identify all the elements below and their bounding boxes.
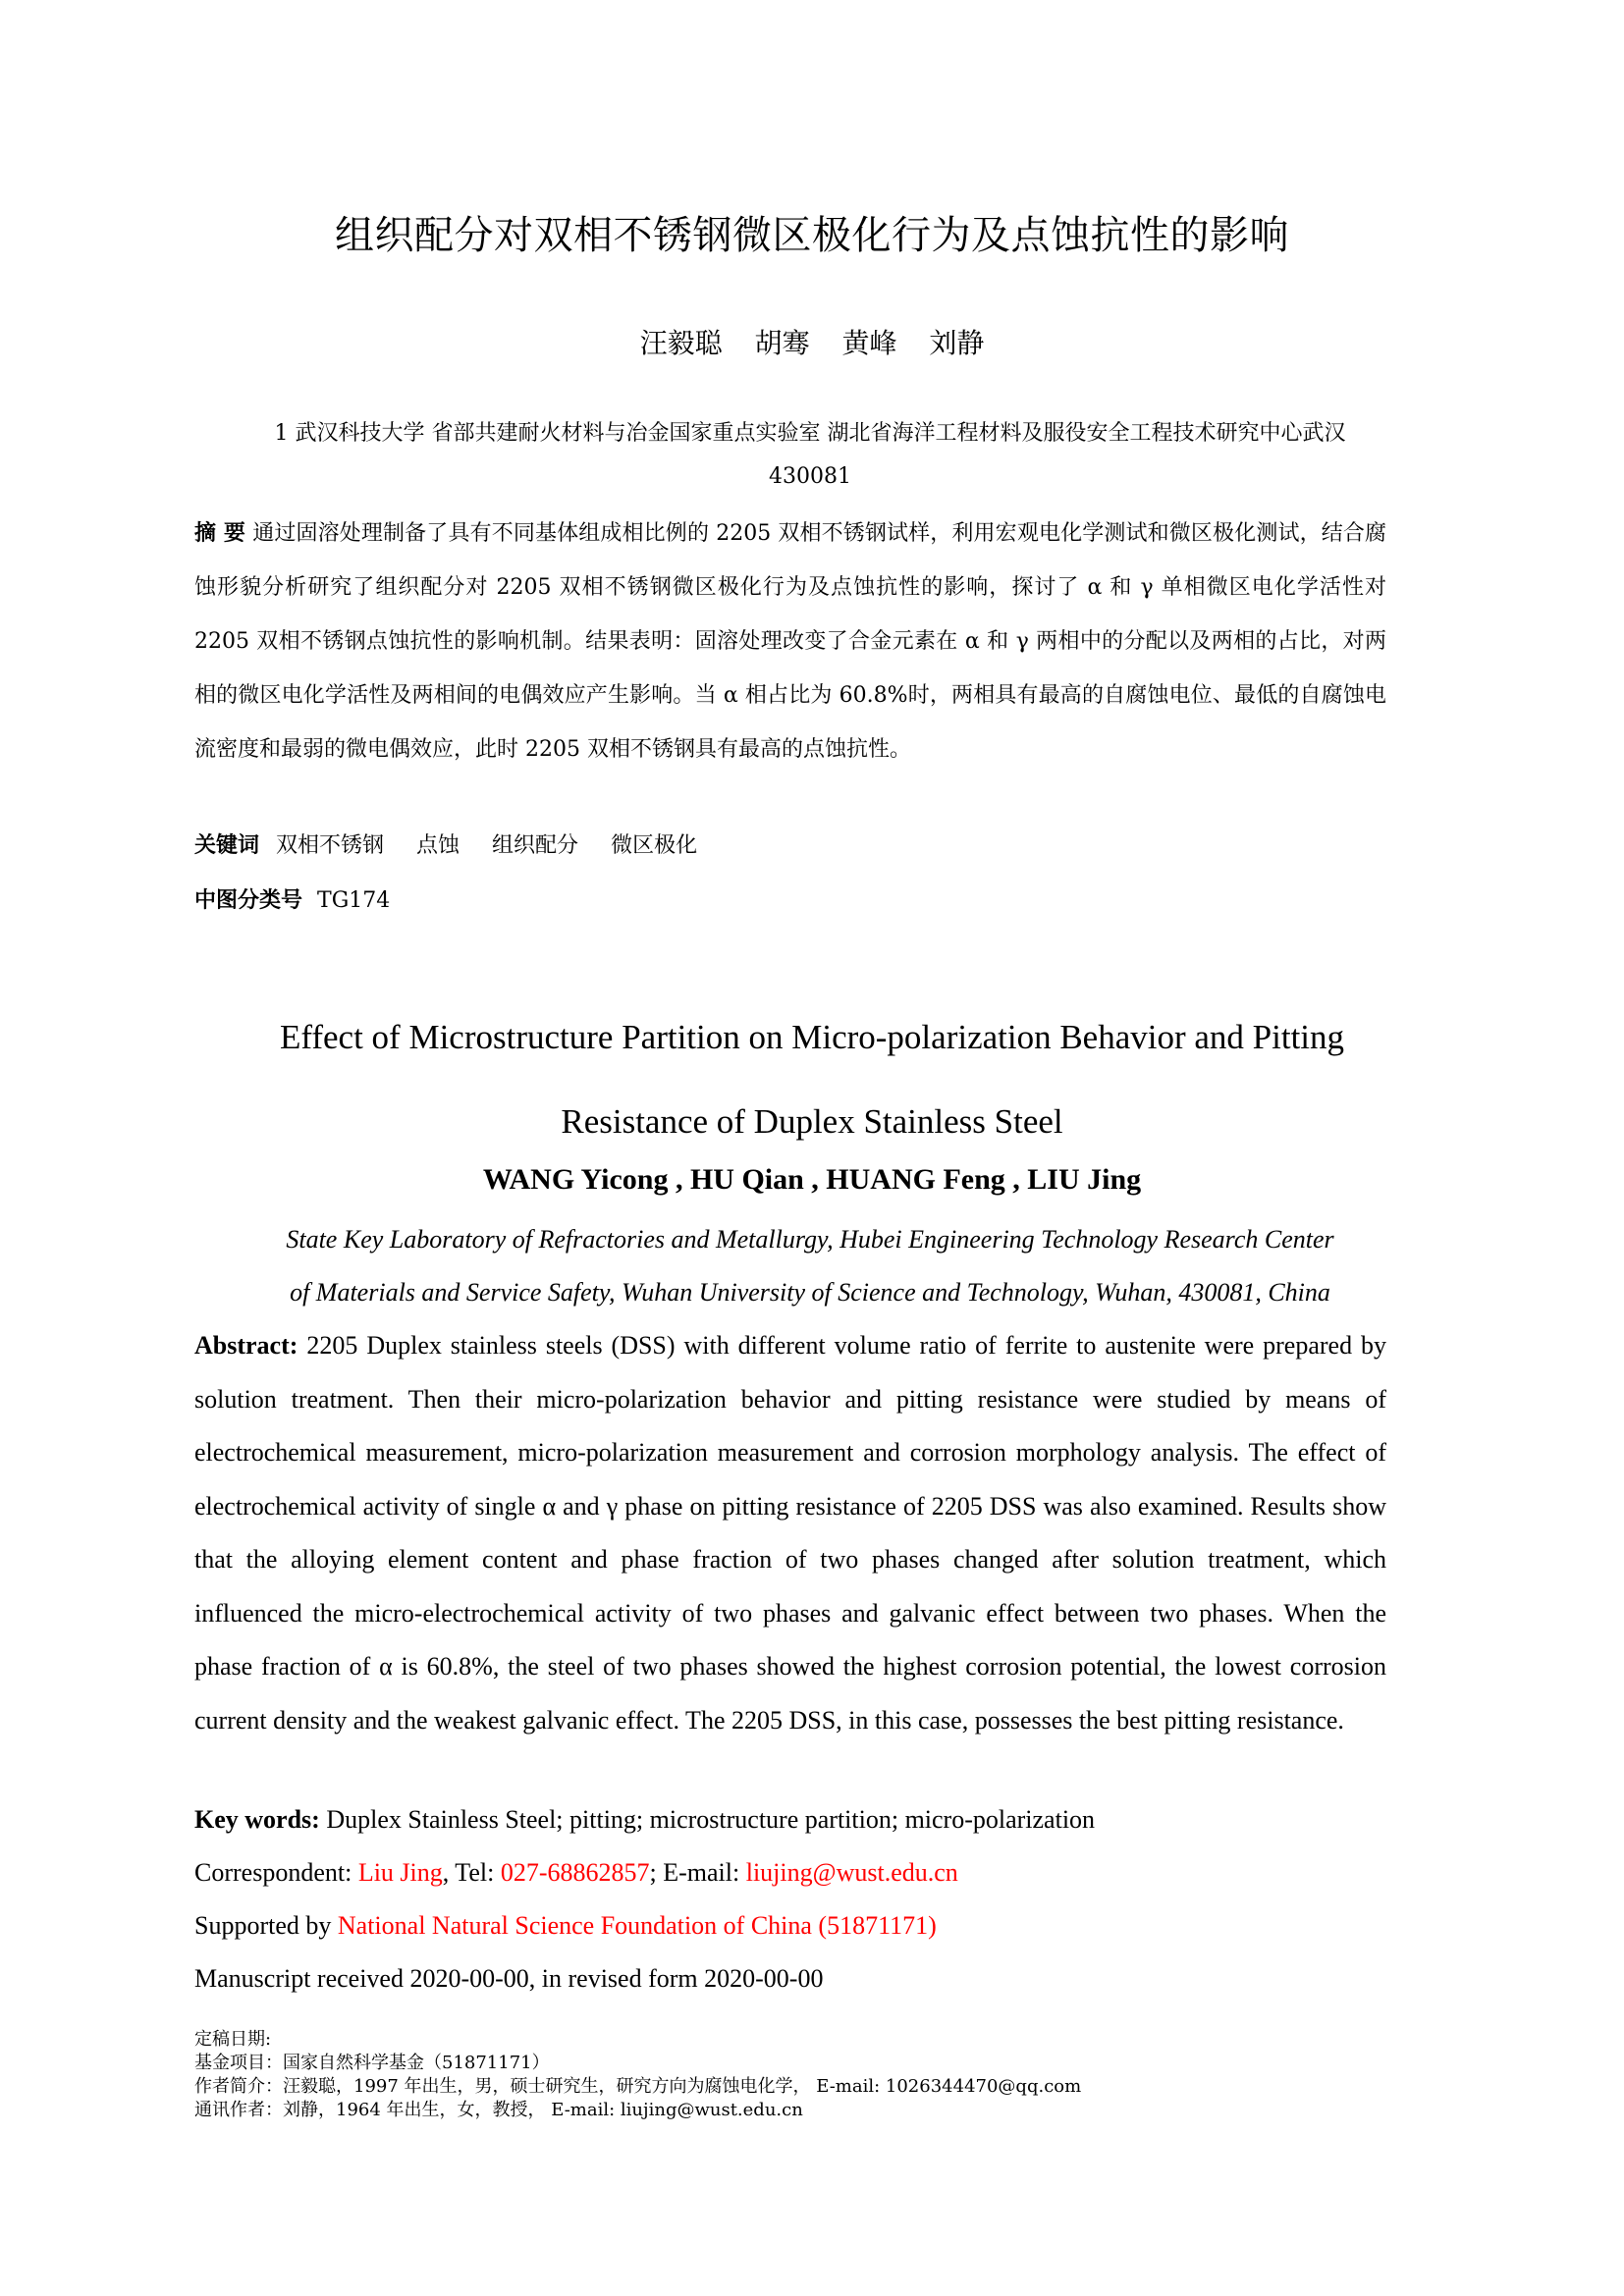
author-4: 刘静 [929,327,985,359]
english-keywords [194,1800,1386,1840]
chinese-keywords-label: 关键词 [194,833,260,858]
chinese-affiliation-line2: 430081 [769,464,851,489]
keyword: 点蚀 [416,833,460,858]
chinese-classification [194,881,1386,921]
manuscript-dates: Manuscript received 2020-00-00, in revised form 2020-00-00 [194,1964,824,1993]
author-3: 黄峰 [841,327,897,359]
english-affiliation-line1: State Key Laboratory of Refractories and Metallurgy, Hubei Engineering Technology Research Center [286,1225,1334,1254]
chinese-abstract [194,507,1386,776]
chinese-affiliation-line1: 1 武汉科技大学 省部共建耐火材料与冶金国家重点实验室 湖北省海洋工程材料及服役安全工程技术研究中心武汉 [274,421,1346,446]
chinese-affiliation [157,412,1463,499]
tel-label: , Tel: [442,1858,501,1887]
supported-line [194,1906,1386,1946]
correspondent-email-link[interactable]: liujing@wust.edu.cn [745,1858,958,1887]
author-1: 汪毅聪 [639,327,723,359]
english-keywords-text: Duplex Stainless Steel; pitting; microstructure partition; micro-polarization [326,1805,1096,1834]
chinese-abstract-text: 通过固溶处理制备了具有不同基体组成相比例的 2205 双相不锈钢试样，利用宏观电化学测试和微区极化测试，结合腐蚀形貌分析研究了组织配分对 2205 双相不锈钢微区极化行为及点蚀抗性的影响，探讨了 α 和 γ 单相微区电化学活性对 2205 双相不锈钢点蚀抗性的影响机制。结果表明：固溶处理改变了合金元素在 α 和 γ 两相中的分配以及两相的占比，对两相的微区电化学活性及两相间的电偶效应产生影响。当 α 相占比为 60.8%时，两相具有最高的自腐蚀电位、最低的自腐蚀电流密度和最弱的微电偶效应，此时 2205 双相不锈钢具有最高的点蚀抗性。 [194,521,1386,762]
english-title-line1: Effect of Microstructure Partition on Micro-polarization Behavior and Pitting [279,1018,1345,1056]
correspondent-label: Correspondent: [194,1858,358,1887]
author-2: 胡骞 [754,327,810,359]
chinese-title: 组织配分对双相不锈钢微区极化行为及点蚀抗性的影响 [335,213,1289,258]
english-abstract-label: Abstract: [194,1331,298,1360]
supported-label: Supported by [194,1911,338,1940]
english-abstract-text: 2205 Duplex stainless steels (DSS) with different volume ratio of ferrite to austenite were prepared by solution treatment. Then their micro-polarization behavior and pitting resistance were studied by means of electrochemical measurement, micro-polarization measurement and corrosion morphology analysis. The effect of electrochemical activity of single α and γ phase on pitting resistance of 2205 DSS was also examined. Results show that the alloying element content and phase fraction of two phases changed after solution treatment, which influenced the micro-electrochemical activity of two phases and galvanic effect between two phases. When the phase fraction of α is 60.8%, the steel of two phases showed the highest corrosion potential, the lowest corrosion current density and the weakest galvanic effect. The 2205 DSS, in this case, possesses the best pitting resistance. [194,1331,1387,1735]
funder-name: National Natural Science Foundation of China (51871171) [337,1911,937,1940]
footnote-corresponding-author: 通讯作者：刘静，1964 年出生，女，教授， E-mail: liujing@wust.edu.cn [194,2100,803,2120]
footnote-author-bio: 作者简介：汪毅聪，1997 年出生，男，硕士研究生，研究方向为腐蚀电化学， E-mail: 1026344470@qq.com [194,2076,1082,2097]
email-label: ; E-mail: [649,1858,746,1887]
english-affiliation-line2: of Materials and Service Safety, Wuhan University of Science and Technology, Wuhan, 430081, China [290,1278,1330,1307]
correspondent-tel: 027-68862857 [500,1858,650,1887]
english-title [0,995,1624,1164]
english-abstract [194,1319,1386,1747]
chinese-keywords [194,827,1386,866]
english-affiliation [157,1213,1463,1319]
footnote-date-finalized: 定稿日期: [194,2029,272,2050]
classification-label: 中图分类号 [194,888,303,913]
chinese-abstract-label: 摘 要 [194,521,246,546]
correspondent-name: Liu Jing [357,1858,443,1887]
english-title-line2: Resistance of Duplex Stainless Steel [561,1102,1063,1141]
footnote-fund: 基金项目：国家自然科学基金（51871171） [194,2053,550,2073]
keyword: 双相不锈钢 [276,833,385,858]
chinese-authors [0,324,1624,363]
classification-value: TG174 [317,888,391,913]
correspondent-line [194,1853,1386,1893]
english-authors: WANG Yicong , HU Qian , HUANG Feng , LIU Jing [482,1163,1142,1196]
keyword: 组织配分 [492,833,579,858]
keyword: 微区极化 [611,833,698,858]
footnotes [194,2028,1373,2122]
english-keywords-label: Key words: [194,1805,320,1834]
